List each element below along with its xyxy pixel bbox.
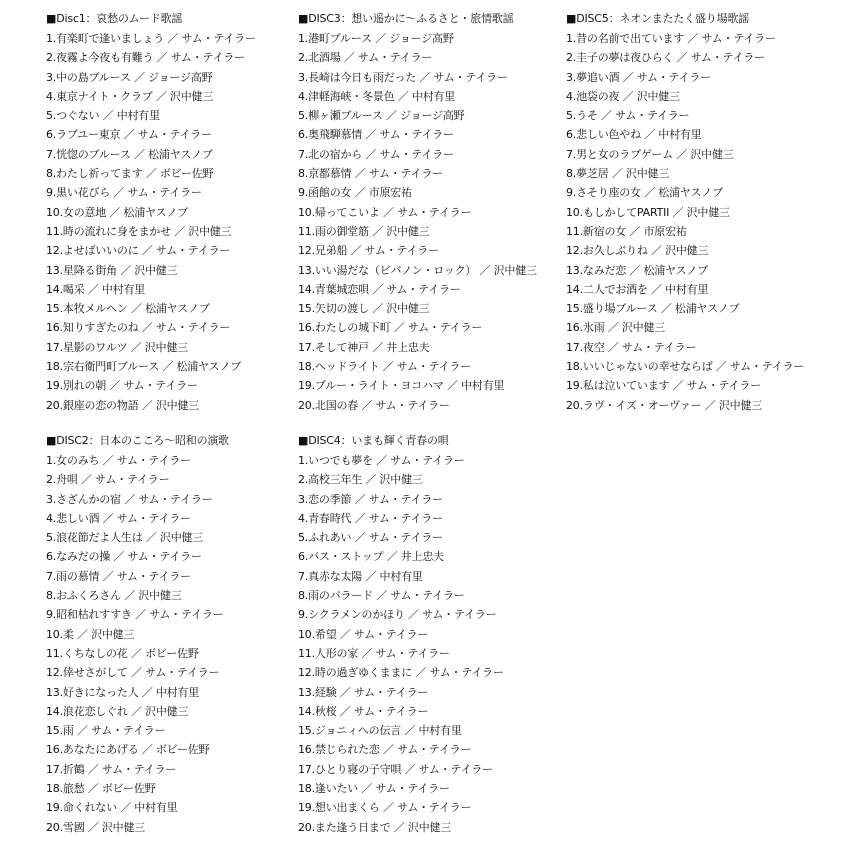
- track-item: 20.銀座の恋の物語 ／ 沢中健三: [46, 398, 200, 412]
- track-item: 15.雨 ／ サム・テイラー: [46, 724, 166, 738]
- track-item: 7.北の宿から ／ サム・テイラー: [298, 147, 454, 161]
- track-item: 12.お久しぶりね ／ 沢中健三: [566, 244, 709, 258]
- track-item: 17.ひとり寝の子守唄 ／ サム・テイラー: [298, 762, 493, 776]
- track-item: 13.星降る街角 ／ 沢中健三: [46, 263, 178, 277]
- track-item: 5.浪花節だよ人生は ／ 沢中健三: [46, 531, 204, 545]
- track-item: 15.本牧メルヘン ／ 松浦ヤスノブ: [46, 302, 210, 316]
- track-item: 19.命くれない ／ 中村有里: [46, 801, 178, 815]
- track-item: 2.圭子の夢は夜ひらく ／ サム・テイラー: [566, 51, 765, 65]
- track-item: 3.さざんかの宿 ／ サム・テイラー: [46, 492, 213, 506]
- track-item: 1.昔の名前で出ています ／ サム・テイラー: [566, 32, 776, 45]
- disc-2-track-list: [46, 451, 318, 837]
- track-item: 7.恍惚のブルース ／ 松浦ヤスノブ: [46, 147, 213, 161]
- track-item: 13.好きになった人 ／ 中村有里: [46, 685, 200, 699]
- track-item: 5.つぐない ／ 中村有里: [46, 109, 160, 123]
- track-item: 9.昭和枯れすすき ／ サム・テイラー: [46, 608, 224, 622]
- track-item: 5.うそ ／ サム・テイラー: [566, 109, 690, 123]
- track-item: 15.矢切の渡し ／ 沢中健三: [298, 302, 430, 316]
- track-item: 20.また逢う日まで ／ 沢中健三: [298, 820, 452, 834]
- track-item: 17.星影のワルツ ／ 沢中健三: [46, 340, 188, 354]
- disc-5-title: ■DISC5：ネオンまたたく盛り場歌謡: [566, 12, 749, 25]
- disc-3-track-list: [298, 29, 570, 415]
- track-item: 3.夢追い酒 ／ サム・テイラー: [566, 70, 711, 84]
- track-item: 6.ラブユー東京 ／ サム・テイラー: [46, 128, 213, 142]
- track-item: 14.二人でお酒を ／ 中村有里: [566, 282, 709, 296]
- track-item: 14.秋桜 ／ サム・テイラー: [298, 704, 429, 718]
- track-item: 13.経験 ／ サム・テイラー: [298, 685, 429, 699]
- track-item: 18.ヘッドライト ／ サム・テイラー: [298, 360, 472, 374]
- track-item: 2.高校三年生 ／ 沢中健三: [298, 473, 423, 487]
- track-item: 11.雨の御堂筋 ／ 沢中健三: [298, 224, 430, 238]
- disc-4-track-list: [298, 451, 570, 837]
- track-item: 7.男と女のラブゲーム ／ 沢中健三: [566, 147, 734, 161]
- track-item: 3.長崎は今日も雨だった ／ サム・テイラー: [298, 70, 508, 84]
- track-item: 20.北国の春 ／ サム・テイラー: [298, 398, 450, 412]
- track-item: 6.奥飛騨慕情 ／ サム・テイラー: [298, 128, 454, 142]
- track-item: 6.バス・ストップ ／ 井上忠夫: [298, 550, 444, 564]
- disc-3-section: [298, 10, 570, 415]
- track-item: 14.青葉城恋唄 ／ サム・テイラー: [298, 282, 461, 296]
- track-item: 10.希望 ／ サム・テイラー: [298, 627, 429, 641]
- track-item: 11.くちなしの花 ／ ボビー佐野: [46, 646, 199, 660]
- track-item: 19.ブルー・ライト・ヨコハマ ／ 中村有里: [298, 379, 505, 393]
- track-item: 6.悲しい色やね ／ 中村有里: [566, 128, 702, 142]
- track-item: 8.おふくろさん ／ 沢中健三: [46, 589, 182, 603]
- track-item: 18.逢いたい ／ サム・テイラー: [298, 782, 450, 796]
- track-item: 19.想い出まくら ／ サム・テイラー: [298, 801, 472, 815]
- track-item: 2.夜霧よ今夜も有難う ／ サム・テイラー: [46, 51, 245, 65]
- track-item: 9.黒い花びら ／ サム・テイラー: [46, 186, 202, 200]
- disc-2-section: [46, 432, 318, 837]
- track-item: 11.人形の家 ／ サム・テイラー: [298, 646, 450, 660]
- track-item: 4.池袋の夜 ／ 沢中健三: [566, 89, 680, 103]
- track-item: 1.いつでも夢を ／ サム・テイラー: [298, 454, 465, 467]
- track-item: 7.真赤な太陽 ／ 中村有里: [298, 569, 423, 583]
- disc-3-title: ■DISC3：想い遥かに～ふるさと・旅情歌謡: [298, 12, 514, 25]
- track-item: 12.兄弟船 ／ サム・テイラー: [298, 244, 439, 258]
- track-item: 5.ふれあい ／ サム・テイラー: [298, 531, 443, 545]
- disc-5-section: [566, 10, 838, 415]
- track-item: 2.北酒場 ／ サム・テイラー: [298, 51, 433, 65]
- track-item: 16.あなたにあげる ／ ボビー佐野: [46, 743, 210, 757]
- track-item: 1.港町ブルース ／ ジョージ高野: [298, 32, 454, 45]
- disc-5-track-list: [566, 29, 838, 415]
- track-item: 17.そして神戸 ／ 井上忠夫: [298, 340, 430, 354]
- track-item: 8.雨のバラード ／ サム・テイラー: [298, 589, 465, 603]
- track-item: 15.盛り場ブルース ／ 松浦ヤスノブ: [566, 302, 740, 316]
- track-item: 19.別れの朝 ／ サム・テイラー: [46, 379, 198, 393]
- track-item: 4.悲しい酒 ／ サム・テイラー: [46, 511, 191, 525]
- track-item: 16.禁じられた恋 ／ サム・テイラー: [298, 743, 472, 757]
- track-item: 3.恋の季節 ／ サム・テイラー: [298, 492, 443, 506]
- track-item: 18.宗右衛門町ブルース ／ 松浦ヤスノブ: [46, 360, 242, 374]
- track-item: 8.夢芝居 ／ 沢中健三: [566, 167, 670, 181]
- track-item: 17.折鶴 ／ サム・テイラー: [46, 762, 177, 776]
- track-item: 9.函館の女 ／ 市原宏祐: [298, 186, 412, 200]
- track-item: 16.氷雨 ／ 沢中健三: [566, 321, 666, 335]
- track-item: 1.有楽町で逢いましょう ／ サム・テイラー: [46, 32, 256, 45]
- track-item: 14.浪花恋しぐれ ／ 沢中健三: [46, 704, 189, 718]
- track-item: 7.雨の慕情 ／ サム・テイラー: [46, 569, 191, 583]
- track-item: 8.京都慕情 ／ サム・テイラー: [298, 167, 443, 181]
- track-item: 9.シクラメンのかほり ／ サム・テイラー: [298, 608, 497, 622]
- track-item: 16.わたしの城下町 ／ サム・テイラー: [298, 321, 483, 335]
- track-item: 15.ジョニィへの伝言 ／ 中村有里: [298, 724, 462, 738]
- disc-1-track-list: [46, 29, 318, 415]
- track-item: 13.いい湯だな（ビバノン・ロック） ／ 沢中健三: [298, 263, 537, 277]
- track-item: 16.知りすぎたのね ／ サム・テイラー: [46, 321, 231, 335]
- track-item: 19.私は泣いています ／ サム・テイラー: [566, 379, 761, 393]
- track-item: 11.新宿の女 ／ 市原宏祐: [566, 224, 687, 238]
- disc-4-title: ■DISC4：いまも輝く青春の唄: [298, 434, 449, 447]
- track-item: 18.旅愁 ／ ボビー佐野: [46, 782, 156, 796]
- track-item: 3.中の島ブルース ／ ジョージ高野: [46, 70, 213, 84]
- track-item: 12.時の過ぎゆくままに ／ サム・テイラー: [298, 666, 504, 680]
- track-item: 10.帰ってこいよ ／ サム・テイラー: [298, 205, 472, 219]
- disc-4-section: [298, 432, 570, 837]
- track-item: 10.柔 ／ 沢中健三: [46, 627, 135, 641]
- track-item: 11.時の流れに身をまかせ ／ 沢中健三: [46, 224, 232, 238]
- disc-1-section: [46, 10, 318, 415]
- track-item: 12.よせばいいのに ／ サム・テイラー: [46, 244, 231, 258]
- track-item: 6.なみだの操 ／ サム・テイラー: [46, 550, 202, 564]
- track-item: 9.さそり座の女 ／ 松浦ヤスノブ: [566, 186, 723, 200]
- track-item: 12.倖せさがして ／ サム・テイラー: [46, 666, 220, 680]
- track-item: 17.夜空 ／ サム・テイラー: [566, 340, 697, 354]
- track-item: 4.津軽海峡・冬景色 ／ 中村有里: [298, 89, 456, 103]
- track-item: 4.東京ナイト・クラブ ／ 沢中健三: [46, 89, 214, 103]
- track-item: 1.女のみち ／ サム・テイラー: [46, 454, 191, 467]
- disc-1-title: ■Disc1：哀愁のムード歌謡: [46, 12, 183, 25]
- track-item: 20.雪國 ／ 沢中健三: [46, 820, 146, 834]
- track-item: 10.もしかしてPARTII ／ 沢中健三: [566, 205, 730, 219]
- track-item: 5.柳ヶ瀬ブルース ／ ジョージ高野: [298, 109, 465, 123]
- track-item: 14.喝采 ／ 中村有里: [46, 282, 146, 296]
- track-item: 2.舟唄 ／ サム・テイラー: [46, 473, 170, 487]
- track-item: 20.ラヴ・イズ・オーヴァー ／ 沢中健三: [566, 398, 763, 412]
- track-item: 10.女の意地 ／ 松浦ヤスノブ: [46, 205, 189, 219]
- track-item: 13.なみだ恋 ／ 松浦ヤスノブ: [566, 263, 709, 277]
- disc-2-title: ■DISC2：日本のこころ～昭和の演歌: [46, 434, 229, 447]
- track-item: 8.わたし祈ってます ／ ボビー佐野: [46, 167, 214, 181]
- track-item: 18.いいじゃないの幸せならば ／ サム・テイラー: [566, 360, 805, 374]
- track-item: 4.青春時代 ／ サム・テイラー: [298, 511, 443, 525]
